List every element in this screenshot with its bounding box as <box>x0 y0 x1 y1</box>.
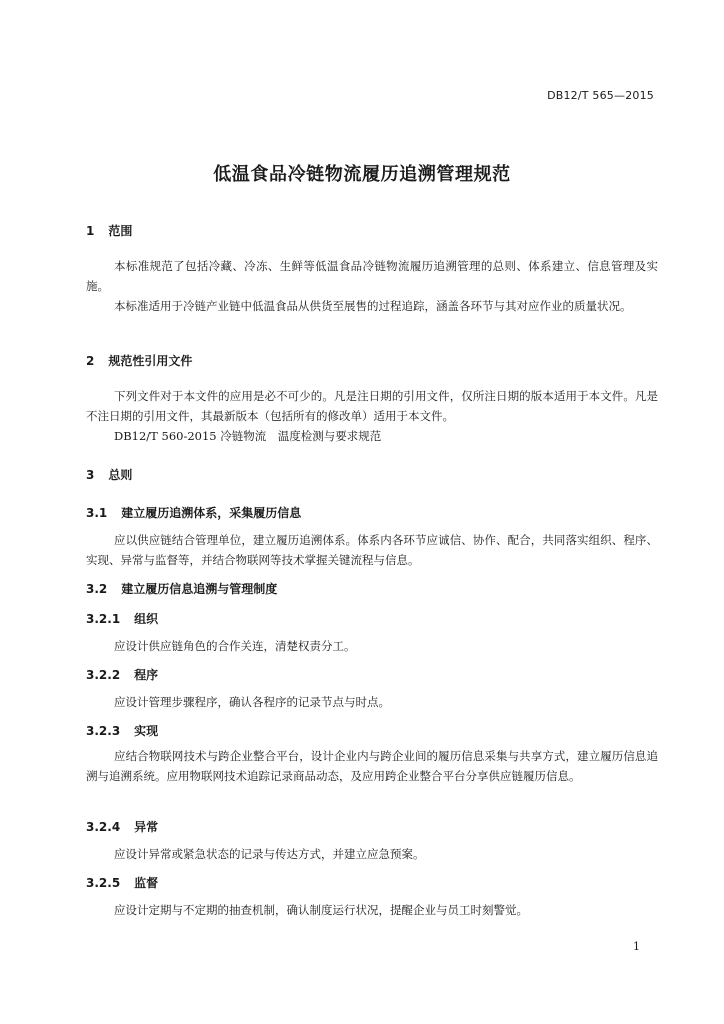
page-number: 1 <box>633 940 640 953</box>
section-1-heading <box>86 222 132 239</box>
paragraph: 本标准规范了包括冷藏、冷冻、生鲜等低温食品冷链物流履历追溯管理的总则、体系建立、信息管理及实施。 <box>86 259 658 293</box>
section-title: 异常 <box>134 820 159 834</box>
normative-reference: DB12/T 560-2015 冷链物流 温度检测与要求规范 <box>114 429 382 443</box>
section-2-heading <box>86 352 192 369</box>
section-3-2-5-heading <box>86 874 158 891</box>
section-3-2-1-heading <box>86 610 158 627</box>
section-number: 3.2.3 <box>86 724 121 738</box>
section-number: 2 <box>86 354 95 368</box>
section-3-2-3-heading <box>86 722 158 739</box>
paragraph: 下列文件对于本文件的应用是必不可少的。凡是注日期的引用文件，仅所注日期的版本适用于本文件。凡是不注日期的引用文件，其最新版本（包括所有的修改单）适用于本文件。 <box>86 389 658 423</box>
section-title: 实现 <box>134 724 159 738</box>
section-title: 监督 <box>134 876 159 890</box>
paragraph: 应设计供应链角色的合作关连，清楚权责分工。 <box>114 639 356 653</box>
section-number: 1 <box>86 224 95 238</box>
section-number: 3.2 <box>86 582 108 596</box>
section-number: 3.2.5 <box>86 876 121 890</box>
section-number: 3.2.2 <box>86 668 121 682</box>
section-title: 程序 <box>134 668 159 682</box>
standard-code: DB12/T 565—2015 <box>547 89 654 102</box>
section-3-1-heading <box>86 504 301 521</box>
paragraph: 应设计管理步骤程序，确认各程序的记录节点与时点。 <box>114 695 390 709</box>
paragraph: 应以供应链结合管理单位，建立履历追溯体系。体系内各环节应诚信、协作、配合，共同落实组织、程序、实现、异常与监督等，并结合物联网等技术掌握关键流程与信息。 <box>86 533 658 567</box>
section-number: 3.2.4 <box>86 820 121 834</box>
document-title: 低温食品冷链物流履历追溯管理规范 <box>213 164 511 185</box>
section-title: 建立履历追溯体系，采集履历信息 <box>121 506 302 520</box>
section-number: 3.2.1 <box>86 612 121 626</box>
paragraph: 应设计定期与不定期的抽查机制，确认制度运行状况，提醒企业与员工时刻警觉。 <box>114 903 528 917</box>
section-number: 3 <box>86 468 95 482</box>
section-title: 总则 <box>108 468 133 482</box>
paragraph: 应设计异常或紧急状态的记录与传达方式，并建立应急预案。 <box>114 847 425 861</box>
section-title: 建立履历信息追溯与管理制度 <box>121 582 278 596</box>
section-title: 规范性引用文件 <box>108 354 193 368</box>
section-3-2-4-heading <box>86 818 158 835</box>
section-title: 组织 <box>134 612 159 626</box>
section-title: 范围 <box>108 224 133 238</box>
section-number: 3.1 <box>86 506 108 520</box>
section-3-2-2-heading <box>86 666 158 683</box>
section-3-2-heading <box>86 580 277 597</box>
paragraph: 本标准适用于冷链产业链中低温食品从供货至展售的过程追踪，涵盖各环节与其对应作业的质量状况。 <box>114 299 632 313</box>
paragraph: 应结合物联网技术与跨企业整合平台，设计企业内与跨企业间的履历信息采集与共享方式，建立履历信息追溯与追溯系统。应用物联网技术追踪记录商品动态，及应用跨企业整合平台分享供应链履历信息。 <box>86 749 658 783</box>
section-3-heading <box>86 466 132 483</box>
